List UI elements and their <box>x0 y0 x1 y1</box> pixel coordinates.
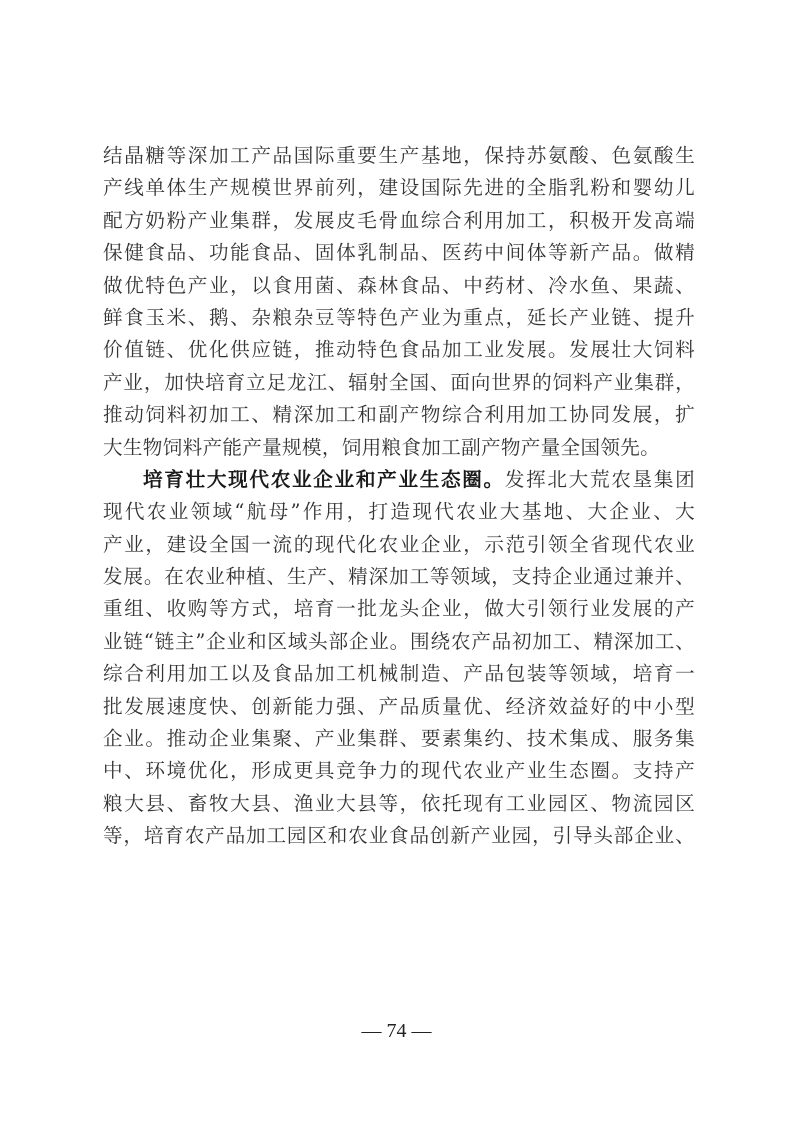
text-line: 产业，建设全国一流的现代化农业企业，示范引领全省现代农业 <box>103 532 695 556</box>
page-number: — 74 — <box>361 1020 432 1042</box>
text-line: 产线单体生产规模世界前列，建设国际先进的全脂乳粉和婴幼儿 <box>103 176 695 200</box>
text-line: 价值链、优化供应链，推动特色食品加工业发展。发展壮大饲料 <box>103 338 695 362</box>
body-text <box>103 140 695 853</box>
text-line: 配方奶粉产业集群，发展皮毛骨血综合利用加工，积极开发高端 <box>103 208 695 232</box>
text-line: 企业。推动企业集聚、产业集群、要素集约、技术集成、服务集 <box>103 727 695 751</box>
text-line: 做优特色产业，以食用菌、森林食品、中药材、冷水鱼、果蔬、 <box>103 273 695 297</box>
text-line: 粮大县、畜牧大县、渔业大县等，依托现有工业园区、物流园区 <box>103 791 695 815</box>
text-line: 重组、收购等方式，培育一批龙头企业，做大引领行业发展的产 <box>103 597 695 621</box>
text-line: 批发展速度快、创新能力强、产品质量优、经济效益好的中小型 <box>103 694 695 718</box>
text-line: 发展。在农业种植、生产、精深加工等领域，支持企业通过兼并、 <box>103 565 695 589</box>
text-line: 等，培育农产品加工园区和农业食品创新产业园，引导头部企业、 <box>103 824 695 848</box>
text-line: 产业，加快培育立足龙江、辐射全国、面向世界的饲料产业集群， <box>103 370 695 394</box>
text-line: 业链“链主”企业和区域头部企业。围绕农产品初加工、精深加工、 <box>103 629 695 653</box>
text-line: 保健食品、功能食品、固体乳制品、医药中间体等新产品。做精 <box>103 241 695 265</box>
text-line: 推动饲料初加工、精深加工和副产物综合利用加工协同发展，扩 <box>103 403 695 427</box>
paragraph-first-line <box>103 464 695 496</box>
text-line: 鲜食玉米、鹅、杂粮杂豆等特色产业为重点，延长产业链、提升 <box>103 305 695 329</box>
text-span: 发挥北大荒农垦集团 <box>504 467 695 491</box>
text-line: 结晶糖等深加工产品国际重要生产基地，保持苏氨酸、色氨酸生 <box>103 144 695 167</box>
text-line: 中、环境优化，形成更具竞争力的现代农业产业生态圈。支持产 <box>103 759 695 783</box>
paragraph-heading: 培育壮大现代农业企业和产业生态圈。 <box>143 467 505 491</box>
text-line: 大生物饲料产能产量规模，饲用粮食加工副产物产量全国领先。 <box>103 435 661 459</box>
text-line: 综合利用加工以及食品加工机械制造、产品包装等领域，培育一 <box>103 662 695 686</box>
text-line: 现代农业领域“航母”作用，打造现代农业大基地、大企业、大 <box>103 500 695 524</box>
